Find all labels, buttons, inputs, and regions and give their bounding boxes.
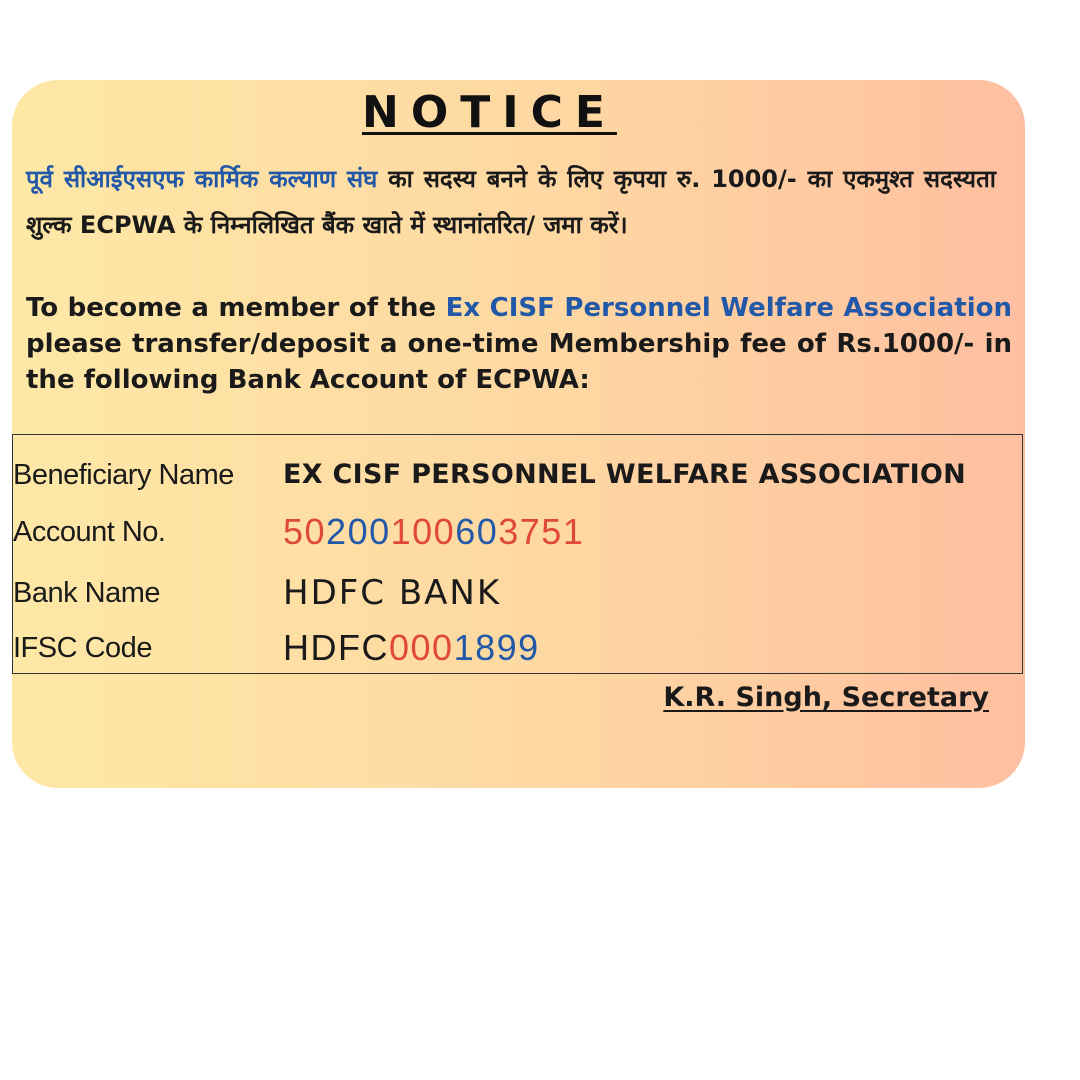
- notice-title: NOTICE: [362, 87, 617, 138]
- beneficiary-row: [13, 447, 1024, 503]
- notice-card: [12, 80, 1025, 788]
- account-label: Account No.: [13, 516, 166, 548]
- english-suffix: please transfer/deposit a one-time Membership fee of Rs.1000/- in the following Bank Account of ECPWA:: [26, 329, 1012, 395]
- account-part-4: 60: [455, 511, 499, 552]
- ifsc-part-1: HDFC: [283, 627, 389, 668]
- english-prefix: To become a member of the: [26, 293, 446, 323]
- hindi-paragraph: [26, 156, 996, 248]
- ifsc-part-2: 000: [388, 627, 454, 668]
- bank-label: Bank Name: [13, 577, 161, 609]
- account-part-2: 200: [326, 511, 391, 552]
- signature: K.R. Singh, Secretary: [663, 682, 989, 713]
- english-org-name: Ex CISF Personnel Welfare Association: [445, 293, 1012, 323]
- account-part-3: 100: [390, 511, 456, 552]
- hindi-org-name: पूर्व सीआईएसएफ कार्मिक कल्याण संघ: [26, 165, 378, 193]
- hindi-text: का सदस्य बनने के लिए कृपया रु. 1000/- का एकमुश्त सदस्यता शुल्क ECPWA के निम्नलिखित बैंक खाते में स्थानांतरित/ जमा करें।: [26, 165, 996, 239]
- account-number[interactable]: [283, 504, 584, 560]
- account-row: [13, 504, 1024, 560]
- bank-value: HDFC BANK: [283, 573, 502, 613]
- bank-row: [13, 565, 1024, 621]
- ifsc-label: IFSC Code: [13, 632, 152, 664]
- ifsc-part-3: 1899: [453, 627, 540, 668]
- ifsc-code[interactable]: [283, 620, 540, 676]
- account-part-5: 3751: [498, 511, 585, 552]
- bank-details-table: [12, 434, 1023, 674]
- english-paragraph: [26, 290, 1012, 398]
- ifsc-row: [13, 620, 1024, 676]
- beneficiary-value: EX CISF PERSONNEL WELFARE ASSOCIATION: [283, 459, 967, 490]
- account-part-1: 50: [283, 511, 327, 552]
- beneficiary-label: Beneficiary Name: [13, 459, 234, 491]
